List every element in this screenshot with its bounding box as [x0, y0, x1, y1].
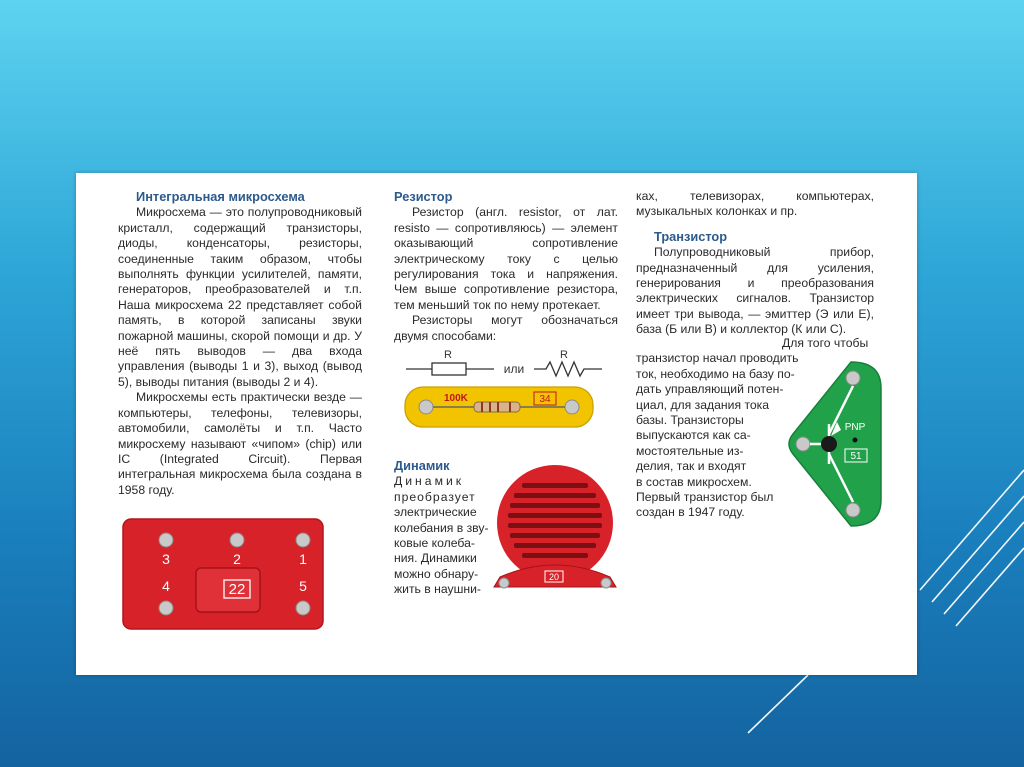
speaker-heading: Динамик — [394, 458, 450, 473]
speaker-text-line: электрические — [394, 505, 477, 520]
transistor-text-line: ток, необходимо на базу по- — [636, 366, 795, 381]
pin-label-2: 2 — [233, 551, 241, 567]
speaker-text-line: ния. Динамики — [394, 551, 477, 566]
pin-label-3: 3 — [162, 551, 170, 567]
speaker-continuation: ках, телевизорах, компьютерах, музыкальных колонках и пр. — [636, 189, 874, 219]
speaker-board-image — [488, 459, 638, 605]
transistor-text-line: базы. Транзисторы — [636, 413, 744, 428]
pin-label-1: 1 — [299, 551, 307, 567]
transistor-text-line: создан в 1947 году. — [636, 505, 745, 520]
transistor-id-label: 51 — [850, 451, 862, 462]
chip-section — [118, 189, 362, 498]
pin-label-4: 4 — [162, 578, 170, 594]
transistor-section — [636, 189, 874, 338]
speaker-text-line: жить в наушни- — [394, 582, 481, 597]
chip-paragraph-2: Микросхемы есть практически везде — компьютеры, телефоны, телевизоры, автомобили, самолёты и т.п. Часто микросхему называют «чипом» (chip) или IC (Integrated Circuit). Первая интегральная микросхема была создана в 1958 году. — [118, 390, 362, 497]
pin-label-5: 5 — [299, 578, 307, 594]
speaker-text-line: можно обнару- — [394, 566, 479, 581]
transistor-text-line: делия, так и входят — [636, 459, 747, 474]
speaker-id-label: 20 — [548, 572, 560, 582]
resistor-board-image — [404, 385, 594, 429]
transistor-text-line: выпускаются как са- — [636, 428, 751, 443]
chip-id-label: 22 — [228, 581, 246, 598]
resistor-paragraph-1: Резистор (англ. resistor, от лат. resisto — сопротивляюсь) — элемент оказывающий сопротивление электрическому току с целью регулирования тока и напряжения. Чем выше сопротивление резистора, тем меньший ток по нему протекает. — [394, 205, 618, 312]
speaker-text-line: преобразует — [394, 489, 476, 504]
chip-board-image — [122, 518, 324, 630]
resistor-paragraph-2: Резисторы могут обозначаться двумя способами: — [394, 313, 618, 343]
transistor-text-line: в состав микросхем. — [636, 474, 752, 489]
resistor-zigzag-symbol — [534, 362, 602, 376]
transistor-text-line: циал, для задания тока — [636, 397, 770, 412]
slide-content — [76, 173, 917, 675]
transistor-text-line: транзистор начал проводить — [636, 351, 799, 366]
chip-paragraph-1: Микросхема — это полупроводниковый кристалл, содержащий транзисторы, диоды, конденсаторы, резисторы, соединенные таким образом, чтобы выполнять функции усилителей, памяти, генераторов, преобразователей и т.п. Наша микросхема 22 представляет собой память, в которой записаны звуки пожарной машины, скорой помощи и др. У неё пять выводов — два входа управления (выводы 1 и 3), выход (вывод 5), выводы питания (выводы 2 и 4). — [118, 205, 362, 389]
resistor-symbol-label-2: R — [560, 349, 568, 361]
speaker-section — [394, 458, 489, 598]
resistor-section — [394, 189, 618, 344]
speaker-text-line: колебания в зву- — [394, 520, 489, 535]
transistor-paragraph-1: Полупроводниковый прибор, предназначенный для усиления, генерирования и преобразования электрических сигналов. Транзистор имеет три вывода, — эмиттер (Э или E), база (Б или B) и коллектор (К или C). — [636, 245, 874, 337]
resistor-id-label: 34 — [539, 394, 551, 405]
resistor-symbol-label-1: R — [444, 349, 452, 361]
transistor-text-line: Первый транзистор был — [636, 490, 774, 505]
speaker-text-line: ковые колеба- — [394, 536, 475, 551]
transistor-type-label: PNP — [844, 422, 866, 433]
resistor-value-label: 100K — [444, 393, 468, 404]
chip-heading: Интегральная микросхема — [136, 189, 305, 204]
resistor-symbols — [404, 346, 614, 382]
transistor-text-line: Для того чтобы — [782, 336, 869, 350]
resistor-or-text: или — [503, 362, 525, 376]
transistor-board-image — [779, 358, 889, 530]
speaker-text-line: Динамик — [394, 474, 465, 489]
transistor-text-line: дать управляющий потен- — [636, 382, 784, 397]
transistor-text-line: мостоятельные из- — [636, 443, 744, 458]
resistor-heading: Резистор — [394, 189, 453, 204]
transistor-heading: Транзистор — [654, 228, 728, 244]
resistor-box-symbol — [432, 363, 466, 375]
